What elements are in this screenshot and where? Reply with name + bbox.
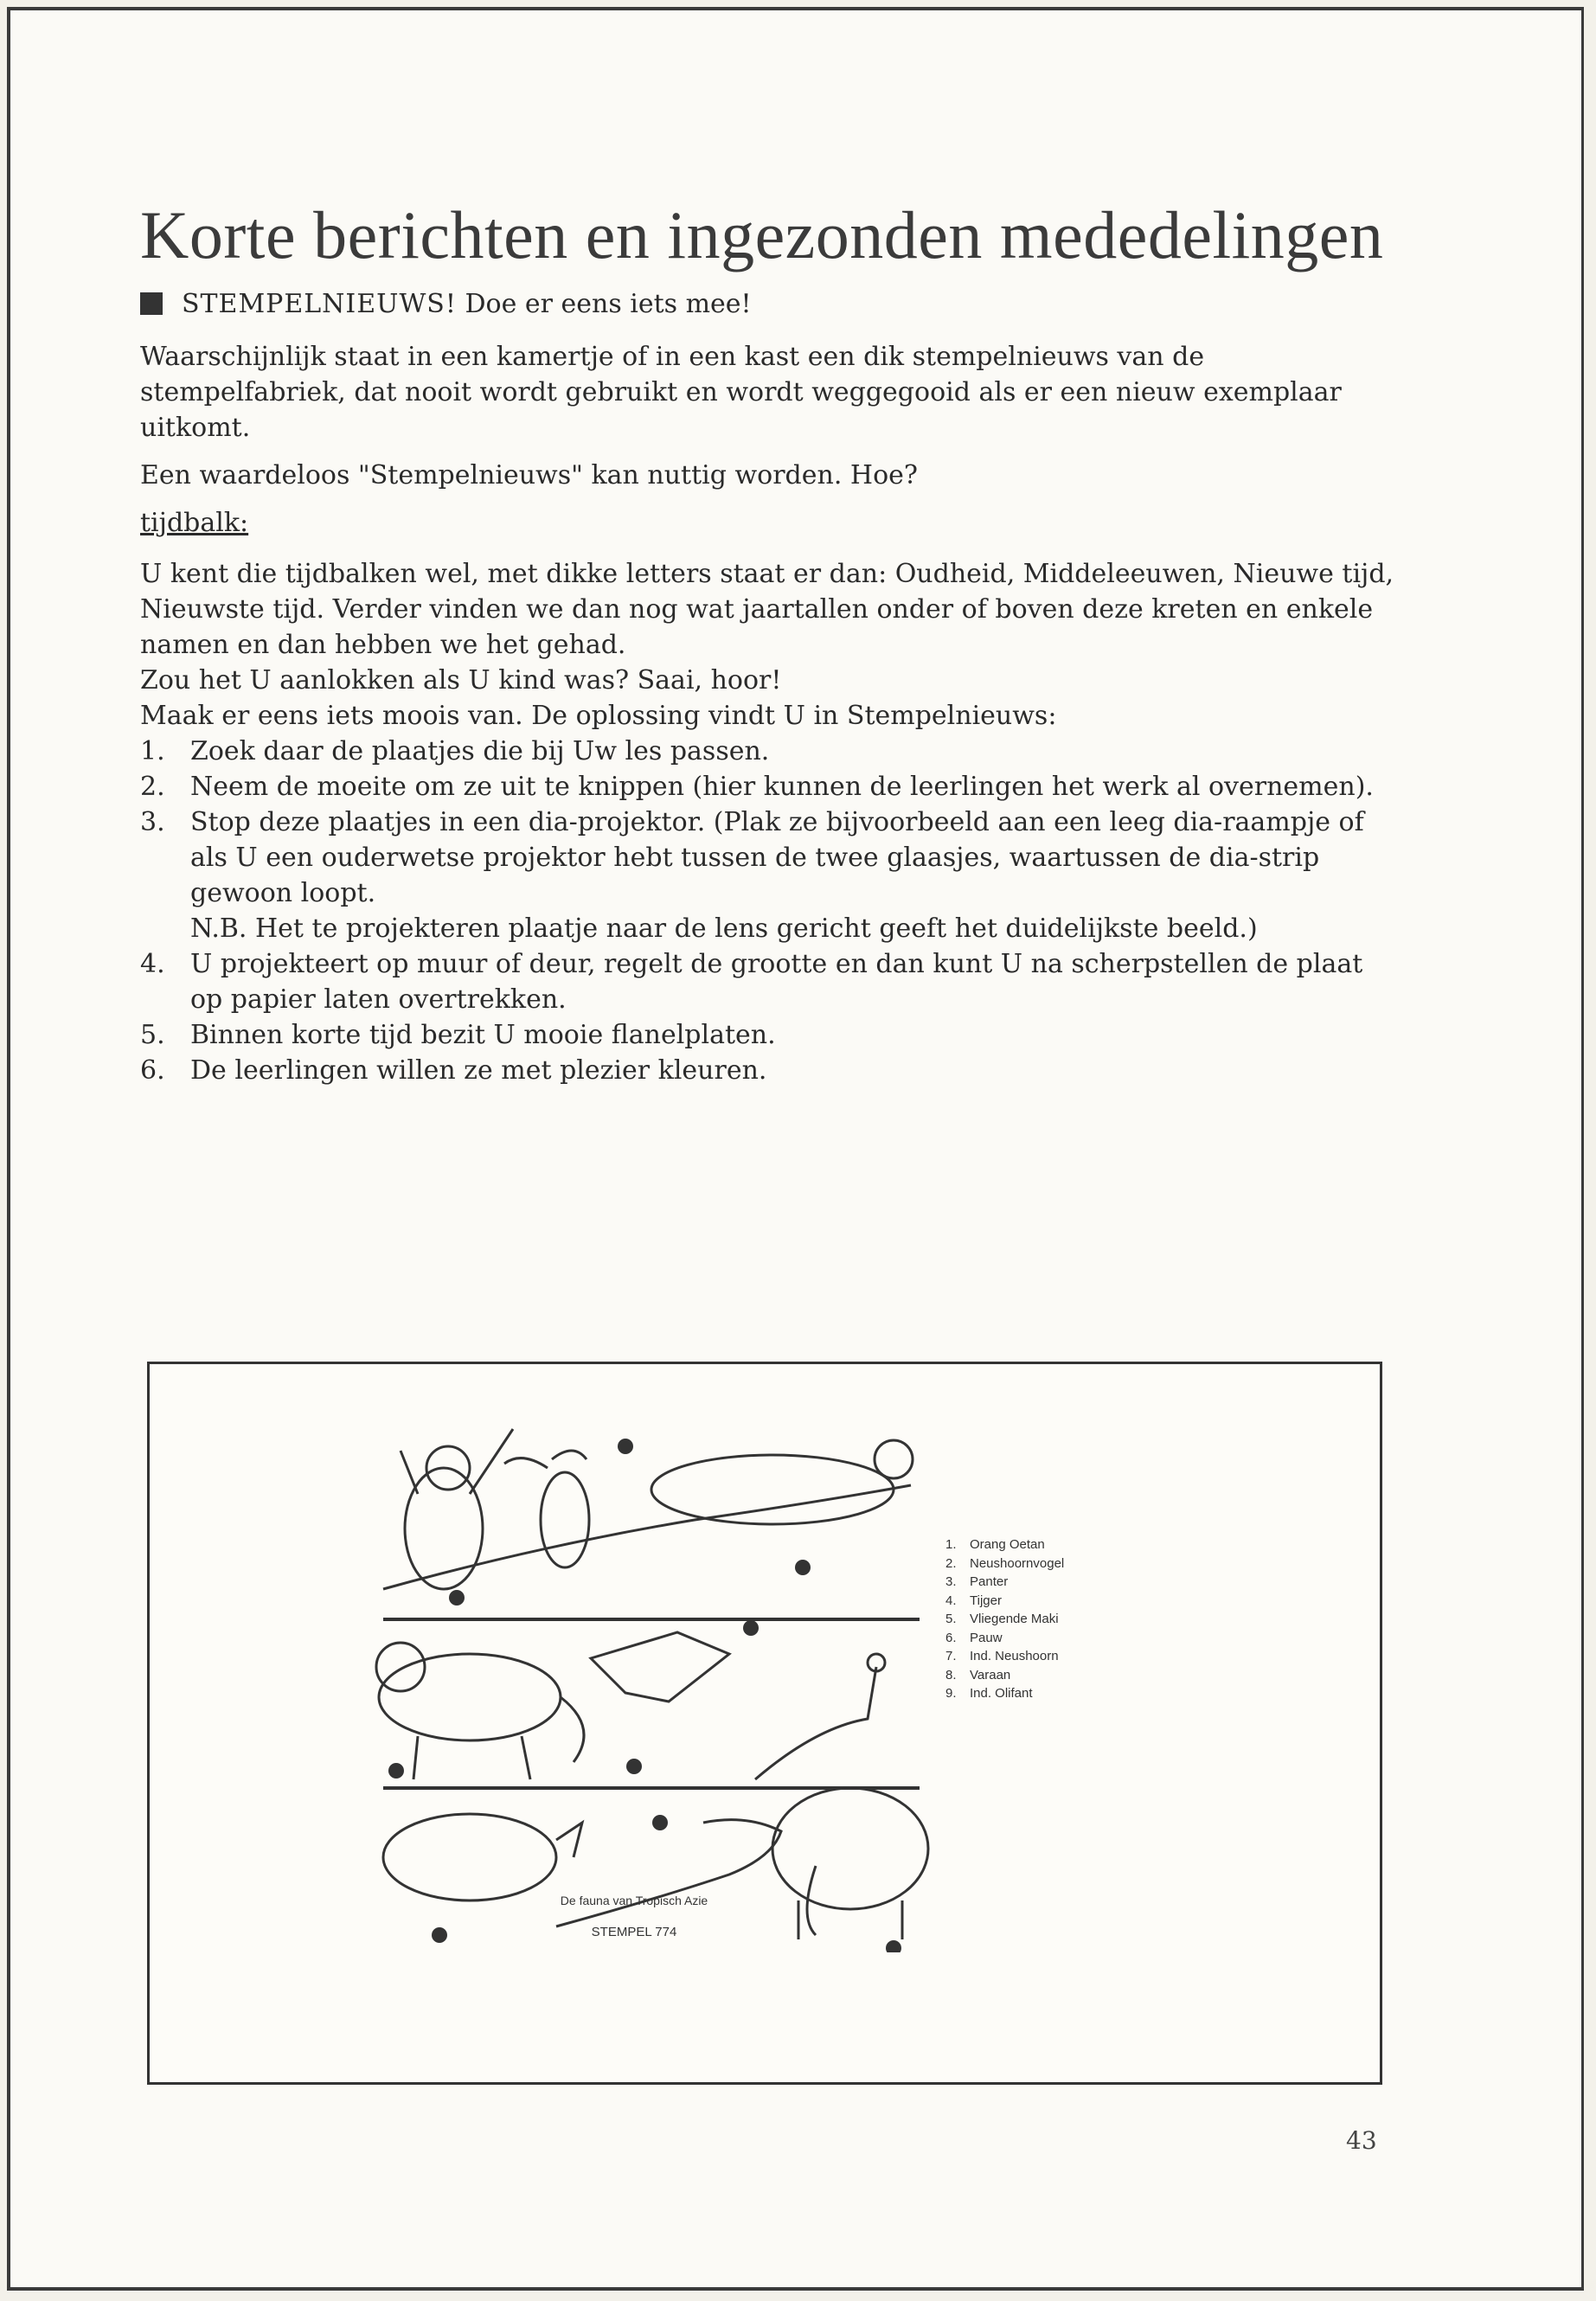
page-number: 43 bbox=[1346, 2126, 1377, 2155]
article bbox=[140, 197, 1394, 1088]
legend-item: 1. Orang Oetan bbox=[945, 1537, 1045, 1552]
stamp-number: STEMPEL 774 bbox=[591, 1925, 677, 1939]
legend-item: 7. Ind. Neushoorn bbox=[945, 1649, 1059, 1663]
list-item: 3. Stop deze plaatjes in een dia-projektor. (Plak ze bijvoorbeeld aan een leeg dia-raampje of als U een ouderwetse projektor hebt tussen de twee glaasjes, waartussen de dia-strip gewoon loopt. N.B. Het te projekteren plaatje naar de lens gericht geeft het duidelijkste beeld.) bbox=[140, 804, 1394, 946]
intro-paragraph: Waarschijnlijk staat in een kamertje of in een kast een dik stempelnieuws van de stempelfabriek, dat nooit wordt gebruikt en wordt weggegooid als er een nieuw exemplaar uitkomt. bbox=[140, 342, 1342, 443]
lead-caps: STEMPELNIEUWS! bbox=[182, 289, 457, 319]
legend-item: 2. Neushoornvogel bbox=[945, 1555, 1065, 1571]
lead-rest: Doe er eens iets mee! bbox=[465, 289, 752, 319]
list-intro: Maak er eens iets moois van. De oplossing vindt U in Stempelnieuws: bbox=[140, 701, 1057, 731]
legend-item: 3. Panter bbox=[945, 1574, 1009, 1589]
legend-item: 9. Ind. Olifant bbox=[945, 1686, 1033, 1701]
list-item: 5. Binnen korte tijd bezit U mooie flanelplaten. bbox=[140, 1020, 776, 1050]
figure-caption: De fauna van Tropisch Azie bbox=[560, 1894, 708, 1907]
lead-line bbox=[140, 285, 1394, 324]
list-item: 6. De leerlingen willen ze met plezier kleuren. bbox=[140, 1055, 767, 1086]
subhead-tijdbalk: tijdbalk: bbox=[140, 508, 249, 538]
nb-label: N.B. bbox=[190, 913, 247, 944]
figure-legend bbox=[945, 1535, 1064, 1703]
list-item: 4. U projekteert op muur of deur, regelt de grootte en dan kunt U na scherpstellen de plaat op papier laten overtrekken. bbox=[140, 949, 1363, 1015]
legend-item: 4. Tijger bbox=[945, 1593, 1002, 1608]
list-item: 2. Neem de moeite om ze uit te knippen (hier kunnen de leerlingen het werk al overnemen). bbox=[140, 772, 1374, 802]
legend-item: 5. Vliegende Maki bbox=[945, 1612, 1059, 1626]
nb-note bbox=[190, 911, 1394, 946]
steps-list bbox=[140, 734, 1394, 1088]
bullet-square-icon bbox=[140, 292, 163, 315]
list-item: 1. Zoek daar de plaatjes die bij Uw les passen. bbox=[140, 736, 770, 766]
question-paragraph: Een waardeloos "Stempelnieuws" kan nuttig worden. Hoe? bbox=[140, 460, 918, 490]
question-line: Zou het U aanlokken als U kind was? Saai, hoor! bbox=[140, 665, 782, 695]
tijdbalk-paragraph: U kent die tijdbalken wel, met dikke letters staat er dan: Oudheid, Middeleeuwen, Nieuwe tijd, Nieuwste tijd. Verder vinden we dan nog wat jaartallen onder of boven deze kreten en enkele namen en dan hebben we het gehad. bbox=[140, 559, 1394, 660]
nb-text: Het te projekteren plaatje naar de lens gericht geeft het duidelijkste beeld.) bbox=[255, 913, 1258, 944]
legend-item: 6. Pauw bbox=[945, 1630, 1003, 1645]
stamp-figure bbox=[147, 1362, 1382, 2085]
page-title: Korte berichten en ingezonden mededelingen bbox=[140, 197, 1384, 272]
legend-item: 8. Varaan bbox=[945, 1667, 1011, 1682]
